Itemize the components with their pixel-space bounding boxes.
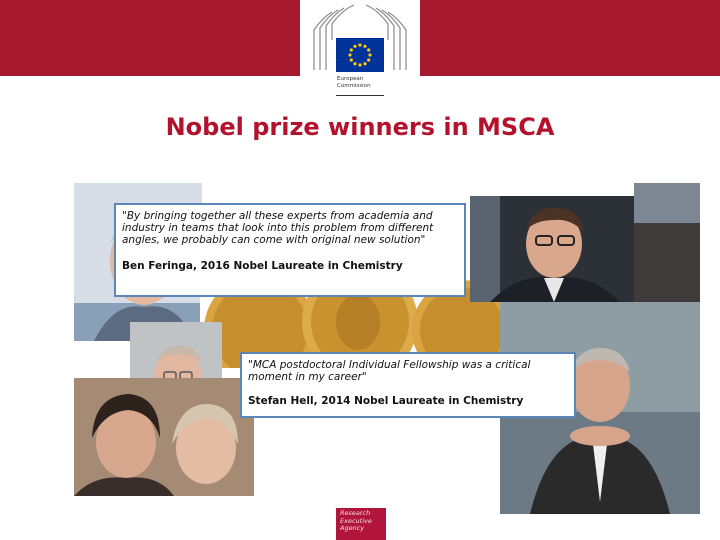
agency-line-executive: Executive (340, 516, 372, 525)
photo-man-top-right (634, 183, 700, 303)
logo-line-european: European (337, 76, 364, 82)
quote-text-feringa: "By bringing together all these experts from academia and industry in teams that look into this problem from different angles, we probably can come with original new solution" (122, 210, 434, 246)
eu-flag-icon (336, 38, 384, 72)
page-title: Nobel prize winners in MSCA (165, 113, 555, 141)
photo-ben-feringa (470, 196, 636, 302)
logo-line-commission: Commission (337, 83, 371, 89)
photo-two-women (74, 378, 254, 496)
logo-divider (336, 95, 384, 96)
agency-line-research: Research (340, 509, 371, 517)
logo-wordmark (337, 76, 371, 90)
quote-box-hell (240, 352, 576, 418)
agency-line-agency: Agency (340, 524, 365, 532)
quote-text-hell: "MCA postdoctoral Individual Fellowship was a critical moment in my career" (248, 359, 531, 383)
quote-attribution-hell: Stefan Hell, 2014 Nobel Laureate in Chemistry (248, 395, 524, 407)
quote-box-feringa (114, 203, 466, 297)
quote-attribution-feringa: Ben Feringa, 2016 Nobel Laureate in Chemistry (122, 260, 403, 272)
agency-logo (336, 508, 386, 540)
